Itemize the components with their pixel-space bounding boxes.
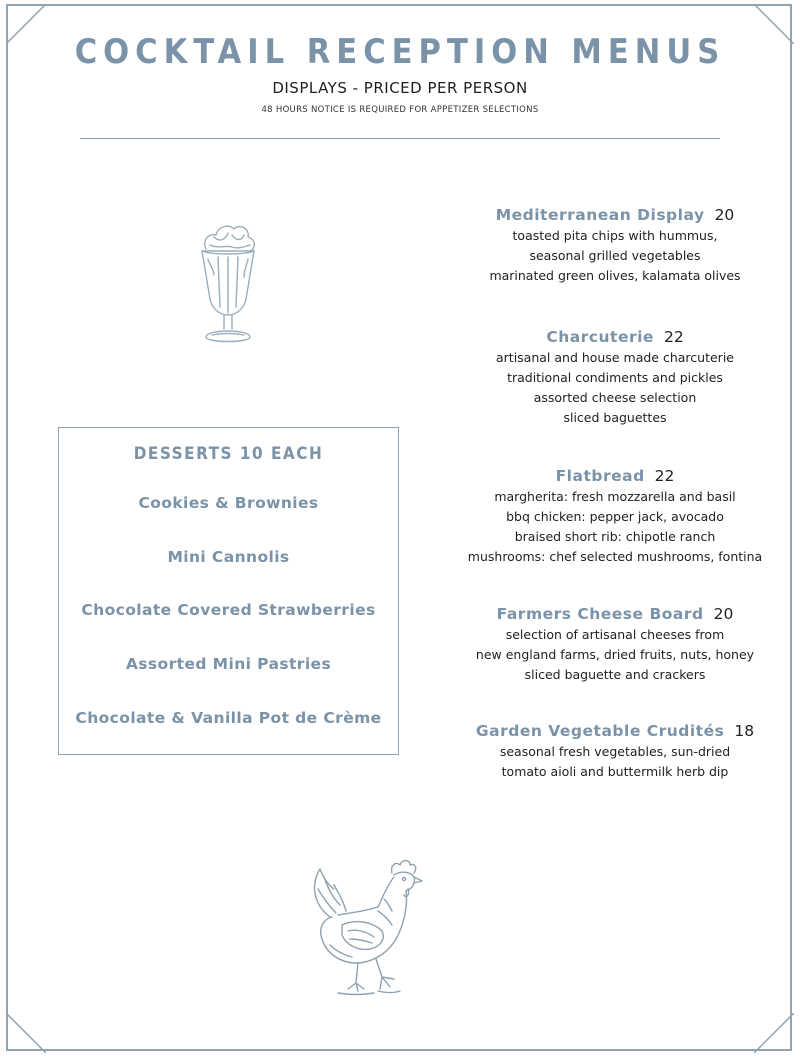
menu-item-farmers-cheese-board [460,603,770,685]
item-description-line: bbq chicken: pepper jack, avocado [506,509,724,524]
item-description-line: braised short rib: chipotle ranch [514,529,716,544]
header-divider [80,138,720,139]
item-description-line: traditional condiments and pickles [507,370,723,385]
item-description-line: selection of artisanal cheeses from [505,627,725,642]
item-description-line: new england farms, dried fruits, nuts, honey [475,647,755,662]
item-price: 18 [734,722,755,740]
sundae-glass-icon [192,215,264,347]
item-price: 20 [713,605,734,623]
notice-text: 48 HOURS NOTICE IS REQUIRED FOR APPETIZER SELECTIONS [261,105,539,115]
item-name: Mediterranean Display [495,206,705,224]
menu-item-mediterranean-display [460,204,770,286]
menu-item-flatbread [460,465,770,567]
item-name: Charcuterie [546,328,654,346]
item-description-line: seasonal fresh vegetables, sun-dried [499,744,731,759]
menu-item-garden-vegetable-crudites [460,720,770,782]
item-description-line: assorted cheese selection [533,390,697,405]
item-price: 20 [714,206,735,224]
hen-icon [300,855,425,1000]
item-price: 22 [663,328,684,346]
item-description-line: marinated green olives, kalamata olives [489,268,741,283]
page-title: COCKTAIL RECEPTION MENUS [74,32,726,72]
desserts-title: DESSERTS 10 EACH [133,444,324,464]
item-name: Garden Vegetable Crudités [475,722,725,740]
menu-item-charcuterie [460,326,770,428]
item-description-line: sliced baguette and crackers [524,667,706,682]
dessert-item: Chocolate Covered Strawberries [81,601,376,619]
item-name: Flatbread [555,467,645,485]
item-name: Farmers Cheese Board [496,605,704,623]
dessert-item: Chocolate & Vanilla Pot de Crème [75,709,382,727]
dessert-item: Mini Cannolis [167,548,290,566]
corner-ornament-bottom-left [6,1013,46,1053]
page-subtitle: DISPLAYS - PRICED PER PERSON [272,79,528,97]
item-description-line: artisanal and house made charcuterie [496,350,734,365]
item-description-line: toasted pita chips with hummus, [512,228,718,243]
item-description-line: seasonal grilled vegetables [529,248,701,263]
item-description-line: mushrooms: chef selected mushrooms, fontina [467,549,763,564]
desserts-box [58,427,399,755]
dessert-item: Assorted Mini Pastries [125,655,332,673]
corner-ornament-bottom-right [754,1013,794,1053]
item-description-line: sliced baguettes [563,410,667,425]
item-description-line: tomato aioli and buttermilk herb dip [501,764,729,779]
item-description-line: margherita: fresh mozzarella and basil [494,489,736,504]
dessert-item: Cookies & Brownies [138,494,319,512]
item-price: 22 [654,467,675,485]
